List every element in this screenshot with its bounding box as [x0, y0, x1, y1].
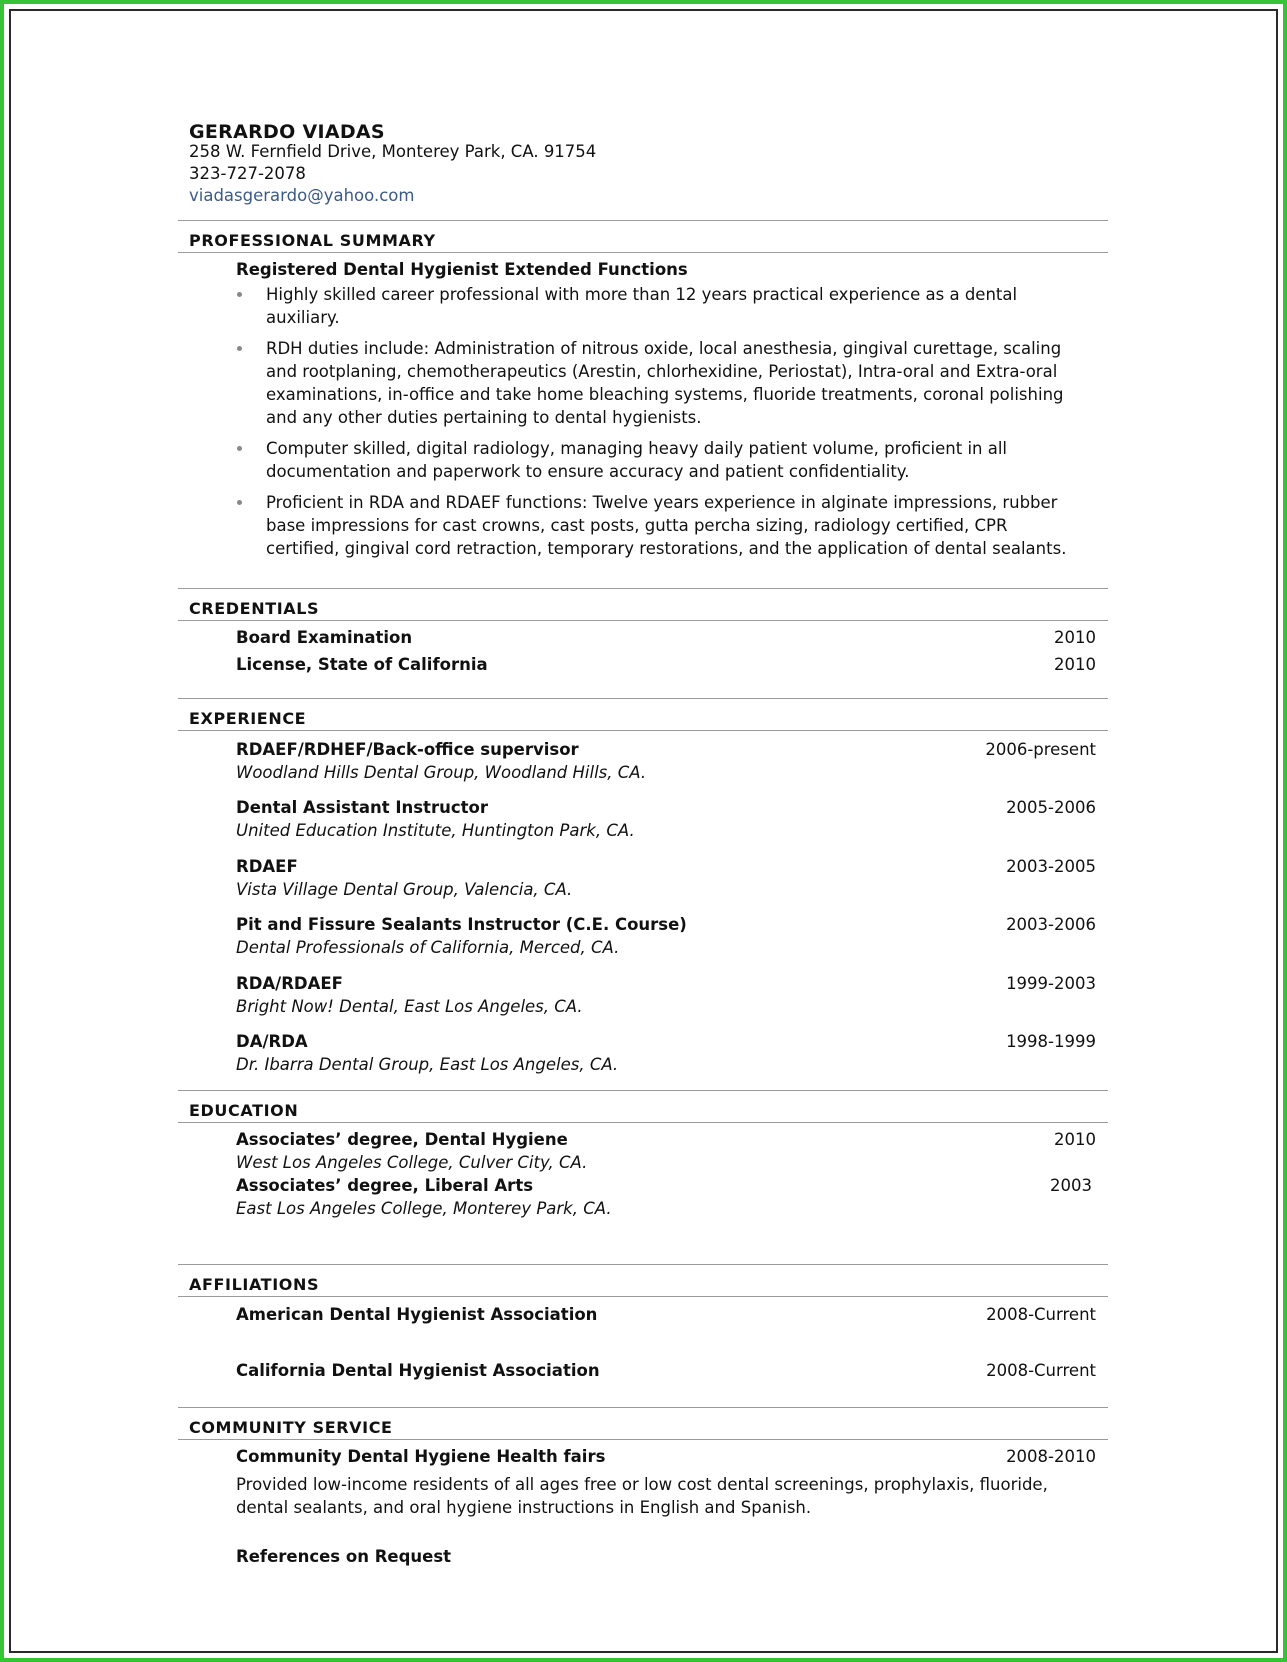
community-description: Provided low-income residents of all ages free or low cost dental screenings, prophylaxis, fluoride, dental sealants, and oral hygiene instructions in English and Spanish. [236, 1475, 1048, 1517]
bullet-icon [237, 346, 242, 351]
summary-bullet-list [236, 283, 1076, 568]
section-divider [178, 1439, 1108, 1440]
education-item: Associates’ degree, Dental Hygiene West Los Angeles College, Culver City, CA. 2010 [236, 1130, 1096, 1172]
section-divider [178, 252, 1108, 253]
summary-bullet: Highly skilled career professional with more than 12 years practical experience as a dental auxiliary. [236, 283, 1076, 329]
experience-item: RDAEF/RDHEF/Back-office supervisor Woodland Hills Dental Group, Woodland Hills, CA. 2006-present [236, 740, 1096, 782]
experience-item: RDAEF Vista Village Dental Group, Valencia, CA. 2003-2005 [236, 857, 1096, 899]
experience-item: Pit and Fissure Sealants Instructor (C.E. Course) Dental Professionals of California, Merced, CA. 2003-2006 [236, 915, 1096, 957]
summary-bullet: Proficient in RDA and RDAEF functions: Twelve years experience in alginate impressions, rubber base impressions for cast crowns, cast posts, gutta percha sizing, radiology certified, CPR certified, gingival cord retraction, temporary restorations, and the application of dental sealants. [236, 491, 1076, 560]
education-heading: EDUCATION [189, 1101, 299, 1120]
summary-bullet: Computer skilled, digital radiology, managing heavy daily patient volume, proficient in all documentation and paperwork to ensure accuracy and patient confidentiality. [236, 437, 1076, 483]
experience-item: RDA/RDAEF Bright Now! Dental, East Los Angeles, CA. 1999-2003 [236, 974, 1096, 1016]
experience-heading: EXPERIENCE [189, 709, 307, 728]
affiliation-item: American Dental Hygienist Association 2008-Current [236, 1305, 1096, 1324]
section-divider [178, 698, 1108, 699]
affiliation-item: California Dental Hygienist Association 2008-Current [236, 1361, 1096, 1380]
education-item: Associates’ degree, Liberal Arts East Los Angeles College, Monterey Park, CA. 2003 [236, 1176, 1092, 1218]
references-note: References on Request [236, 1547, 452, 1566]
bullet-icon [237, 292, 242, 297]
summary-bullet: RDH duties include: Administration of nitrous oxide, local anesthesia, gingival curettage, scaling and rootplaning, chemotherapeutics (Arestin, chlorhexidine, Periostat), Intra-oral and Extra-oral examinations, in-office and take home bleaching systems, fluoride treatments, coronal polishing and any other duties pertaining to dental hygienists. [236, 337, 1076, 429]
section-divider [178, 1090, 1108, 1091]
affiliations-heading: AFFILIATIONS [189, 1275, 320, 1294]
section-divider [178, 220, 1108, 221]
credential-item: License, State of California 2010 [236, 655, 1096, 674]
summary-title: Registered Dental Hygienist Extended Functions [236, 260, 688, 279]
section-divider [178, 730, 1108, 731]
experience-item: Dental Assistant Instructor United Education Institute, Huntington Park, CA. 2005-2006 [236, 798, 1096, 840]
bullet-icon [237, 500, 242, 505]
credentials-heading: CREDENTIALS [189, 599, 320, 618]
email-link[interactable]: viadasgerardo@yahoo.com [189, 186, 415, 205]
phone: 323-727-2078 [189, 164, 306, 183]
community-item: Community Dental Hygiene Health fairs 2008-2010 [236, 1447, 1096, 1466]
experience-item: DA/RDA Dr. Ibarra Dental Group, East Los Angeles, CA. 1998-1999 [236, 1032, 1096, 1074]
section-divider [178, 620, 1108, 621]
candidate-name: GERARDO VIADAS [189, 121, 385, 143]
section-divider [178, 1264, 1108, 1265]
resume-page [178, 0, 1109, 1662]
summary-heading: PROFESSIONAL SUMMARY [189, 231, 436, 250]
bullet-icon [237, 446, 242, 451]
section-divider [178, 1122, 1108, 1123]
section-divider [178, 1407, 1108, 1408]
address: 258 W. Fernfield Drive, Monterey Park, CA. 91754 [189, 142, 597, 161]
community-heading: COMMUNITY SERVICE [189, 1418, 393, 1437]
section-divider [178, 588, 1108, 589]
credential-item: Board Examination 2010 [236, 628, 1096, 647]
section-divider [178, 1296, 1108, 1297]
